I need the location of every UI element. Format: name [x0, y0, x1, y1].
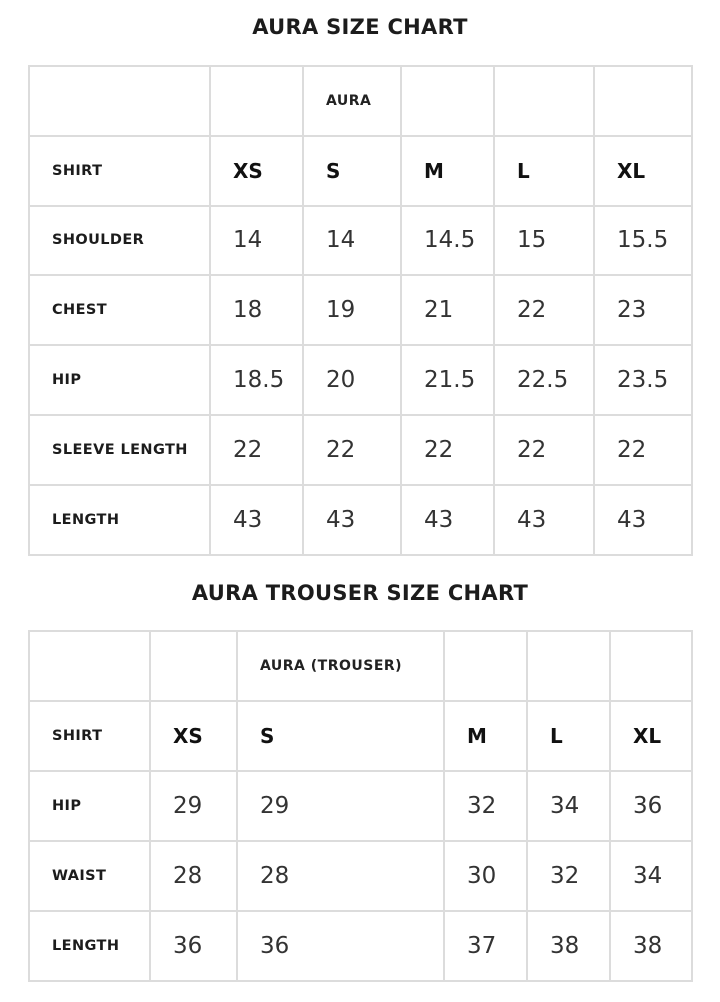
row-label: CHEST — [29, 275, 210, 345]
aura-size-chart-title: AURA SIZE CHART — [252, 15, 468, 39]
row-label: LENGTH — [29, 485, 210, 555]
table-cell: 21.5 — [401, 345, 494, 415]
empty-cell — [150, 631, 237, 701]
table-row — [29, 841, 692, 911]
table-row — [29, 275, 692, 345]
table-cell: 15.5 — [594, 206, 692, 276]
empty-cell — [527, 631, 610, 701]
table-cell: 43 — [401, 485, 494, 555]
table-cell: 32 — [444, 771, 527, 841]
size-header: S — [303, 136, 401, 206]
size-header: L — [527, 701, 610, 771]
table-cell: 38 — [610, 911, 692, 981]
table-cell: 36 — [610, 771, 692, 841]
row-label: SHIRT — [29, 701, 150, 771]
empty-cell — [610, 631, 692, 701]
table-cell: 36 — [150, 911, 237, 981]
table-cell: 34 — [527, 771, 610, 841]
table-row — [29, 485, 692, 555]
brand-label: AURA — [303, 66, 401, 136]
table-cell: 30 — [444, 841, 527, 911]
table-cell: 15 — [494, 206, 594, 276]
table-cell: 28 — [150, 841, 237, 911]
table-cell: 18 — [210, 275, 303, 345]
row-label: SLEEVE LENGTH — [29, 415, 210, 485]
table-cell: 22 — [494, 275, 594, 345]
table-cell: 43 — [303, 485, 401, 555]
table-header-row — [29, 631, 692, 701]
table-cell: 22 — [494, 415, 594, 485]
table-cell: 22.5 — [494, 345, 594, 415]
row-label: HIP — [29, 771, 150, 841]
empty-cell — [444, 631, 527, 701]
table-cell: 43 — [594, 485, 692, 555]
table-cell: 29 — [237, 771, 444, 841]
table-row — [29, 771, 692, 841]
table-cell: 32 — [527, 841, 610, 911]
table-cell: 18.5 — [210, 345, 303, 415]
size-header: S — [237, 701, 444, 771]
table-row — [29, 415, 692, 485]
size-header: L — [494, 136, 594, 206]
size-header: XL — [594, 136, 692, 206]
size-header: XS — [210, 136, 303, 206]
table-cell: 34 — [610, 841, 692, 911]
table-cell: 14 — [210, 206, 303, 276]
empty-cell — [594, 66, 692, 136]
table-cell: 36 — [237, 911, 444, 981]
row-label: SHOULDER — [29, 206, 210, 276]
brand-label: AURA (TROUSER) — [237, 631, 444, 701]
size-header: M — [401, 136, 494, 206]
aura-trouser-size-chart-title: AURA TROUSER SIZE CHART — [191, 581, 529, 605]
table-row — [29, 345, 692, 415]
size-header: XL — [610, 701, 692, 771]
table-cell: 43 — [210, 485, 303, 555]
row-label: HIP — [29, 345, 210, 415]
size-header: XS — [150, 701, 237, 771]
size-header: M — [444, 701, 527, 771]
table-cell: 29 — [150, 771, 237, 841]
table-cell: 22 — [303, 415, 401, 485]
row-label: LENGTH — [29, 911, 150, 981]
table-cell: 37 — [444, 911, 527, 981]
table-cell: 38 — [527, 911, 610, 981]
size-header-row — [29, 136, 692, 206]
size-header-row — [29, 701, 692, 771]
table-cell: 22 — [401, 415, 494, 485]
table-row — [29, 206, 692, 276]
row-label: WAIST — [29, 841, 150, 911]
table-cell: 14 — [303, 206, 401, 276]
table-cell: 43 — [494, 485, 594, 555]
aura-size-chart-table — [28, 65, 693, 556]
table-header-row — [29, 66, 692, 136]
table-row — [29, 911, 692, 981]
empty-cell — [401, 66, 494, 136]
table-cell: 23 — [594, 275, 692, 345]
aura-trouser-size-chart-table — [28, 630, 693, 982]
table-cell: 20 — [303, 345, 401, 415]
empty-cell — [29, 66, 210, 136]
table-cell: 21 — [401, 275, 494, 345]
empty-cell — [494, 66, 594, 136]
table-cell: 22 — [594, 415, 692, 485]
table-cell: 28 — [237, 841, 444, 911]
empty-cell — [210, 66, 303, 136]
table-cell: 22 — [210, 415, 303, 485]
table-cell: 14.5 — [401, 206, 494, 276]
table-cell: 19 — [303, 275, 401, 345]
table-cell: 23.5 — [594, 345, 692, 415]
row-label: SHIRT — [29, 136, 210, 206]
empty-cell — [29, 631, 150, 701]
